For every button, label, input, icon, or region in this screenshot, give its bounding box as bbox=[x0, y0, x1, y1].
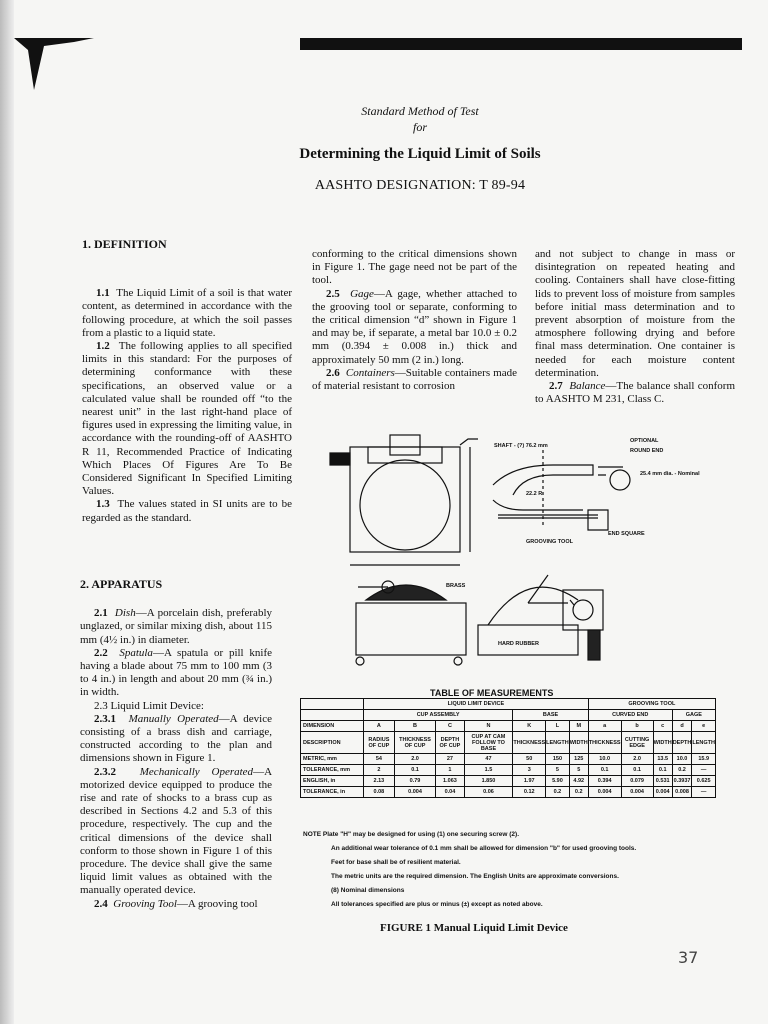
desc-cell: LENGTH bbox=[546, 732, 570, 754]
value-cell: 15.9 bbox=[692, 754, 716, 765]
page-left-edge-shadow bbox=[0, 0, 14, 1024]
desc-cell: THICKNESS OF CUP bbox=[394, 732, 435, 754]
sub-base: BASE bbox=[513, 710, 588, 721]
dim-cell: A bbox=[364, 721, 395, 732]
value-cell: 0.3937 bbox=[672, 776, 692, 787]
para-2-7: 2.7 Balance—The balance shall conform to AASHTO M 231, Class C. bbox=[535, 380, 735, 406]
value-cell: 0.2 bbox=[569, 787, 588, 798]
dimension-label: DIMENSION bbox=[301, 721, 364, 732]
value-cell: 125 bbox=[569, 754, 588, 765]
end-label: END SQUARE bbox=[608, 531, 645, 537]
para-2-3-2: 2.3.2 Mechanically Operated—A motorized device equipped to produce the rise and rate of shocks to a brass cup as described in Sections 4.2 and 5.3 of this procedure, respectively. The cup and the critical dimensions of the device shall conform to those shown in Figure 1 of this procedure. The device shall give the same liquid limit values as obtained with the manually operated device. bbox=[80, 765, 273, 897]
top-scan-bar bbox=[300, 38, 742, 50]
desc-cell: WIDTH bbox=[653, 732, 672, 754]
grooving-tool-label: GROOVING TOOL bbox=[526, 539, 573, 545]
desc-cell: DEPTH bbox=[672, 732, 692, 754]
value-cell: 13.5 bbox=[653, 754, 672, 765]
value-cell: 50 bbox=[513, 754, 546, 765]
group-grooving-tool: GROOVING TOOL bbox=[588, 699, 715, 710]
desc-cell: CUTTING EDGE bbox=[621, 732, 653, 754]
dim-cell: C bbox=[436, 721, 464, 732]
dim-22-label: 22.2 R bbox=[526, 491, 543, 497]
dim-cell: e bbox=[692, 721, 716, 732]
value-cell: 0.2 bbox=[672, 765, 692, 776]
sub-cup-assembly: CUP ASSEMBLY bbox=[364, 710, 513, 721]
para-1-3: 1.3 The values stated in SI units are to be regarded as the standard. bbox=[82, 498, 292, 524]
value-cell: 0.394 bbox=[588, 776, 621, 787]
table-row bbox=[301, 754, 716, 765]
value-cell: 10.0 bbox=[672, 754, 692, 765]
table-row bbox=[301, 787, 716, 798]
figure-notes bbox=[303, 828, 723, 912]
value-cell: 0.531 bbox=[653, 776, 672, 787]
para-1-2: 1.2 The following applies to all specified limits in this standard: For the purposes of determining conformance with these specifications, an observed value or a calculated value shall be rounded off “to the nearest unit” in the last right-hand place of figures used in expressing the limiting value, in accordance with the rounding-off of AASHTO R 11, Recommended Practice of Indicating Which Places Of Figures Are To Be Considered Significant In Specified Limiting Values. bbox=[82, 340, 292, 498]
row-label: ENGLISH, in bbox=[301, 776, 364, 787]
value-cell: 0.004 bbox=[588, 787, 621, 798]
value-cell: 0.04 bbox=[436, 787, 464, 798]
value-cell: 2.13 bbox=[364, 776, 395, 787]
section-heading-definition: 1. DEFINITION bbox=[82, 237, 167, 251]
para-2-6-cont: and not subject to change in mass or disintegration on repeated heating and cooling. Containers shall have close-fitting lids to prevent loss of moisture from samples before initial mass determination and to prevent absorption of moisture from the atmosphere following drying and before final mass determination. One container is needed for each moisture content determination. bbox=[535, 248, 735, 379]
table-title: TABLE OF MEASUREMENTS bbox=[430, 688, 554, 698]
sub-gage: GAGE bbox=[672, 710, 715, 721]
table-dimension-row bbox=[301, 721, 716, 732]
note-3: Feet for base shall be of resilient material. bbox=[331, 859, 461, 866]
column-3-text bbox=[535, 248, 735, 406]
page-number: 37 bbox=[678, 948, 699, 967]
para-2-1: 2.1 Dish—A porcelain dish, preferably unglazed, or similar mixing dish, about 115 mm (4½ in.) in diameter. bbox=[80, 607, 272, 646]
note-4: The metric units are the required dimension. The English Units are approximate conversions. bbox=[331, 873, 619, 880]
round-end-label: ROUND END bbox=[630, 448, 664, 454]
figure-caption: FIGURE 1 Manual Liquid Limit Device bbox=[380, 922, 568, 934]
table-group-row bbox=[301, 699, 716, 710]
dim-cell: b bbox=[621, 721, 653, 732]
note-1: NOTE Plate "H" may be designed for using (1) one securing screw (2). bbox=[303, 831, 520, 838]
row-label: TOLERANCE, in bbox=[301, 787, 364, 798]
value-cell: — bbox=[692, 765, 716, 776]
column-2-text bbox=[312, 248, 517, 393]
row-label: METRIC, mm bbox=[301, 754, 364, 765]
brass-cup-plan bbox=[360, 460, 450, 550]
section-definition bbox=[82, 238, 292, 525]
section-heading-apparatus: 2. APPARATUS bbox=[80, 577, 163, 591]
value-cell: 3 bbox=[513, 765, 546, 776]
measurements-table bbox=[300, 698, 716, 798]
sub-curved-end: CURVED END bbox=[588, 710, 672, 721]
brass-label: BRASS bbox=[446, 583, 466, 589]
value-cell: 5 bbox=[569, 765, 588, 776]
value-cell: 150 bbox=[546, 754, 570, 765]
value-cell: — bbox=[692, 787, 716, 798]
desc-cell: RADIUS OF CUP bbox=[364, 732, 395, 754]
value-cell: 1.850 bbox=[464, 776, 513, 787]
dim-cell: M bbox=[569, 721, 588, 732]
value-cell: 47 bbox=[464, 754, 513, 765]
desc-cell: WIDTH bbox=[569, 732, 588, 754]
value-cell: 27 bbox=[436, 754, 464, 765]
para-2-4: 2.4 Grooving Tool—A grooving tool bbox=[94, 897, 258, 910]
value-cell: 10.0 bbox=[588, 754, 621, 765]
value-cell: 0.004 bbox=[621, 787, 653, 798]
value-cell: 0.1 bbox=[621, 765, 653, 776]
table-subgroup-row bbox=[301, 710, 716, 721]
desc-cell: THICKNESS bbox=[588, 732, 621, 754]
value-cell: 2.0 bbox=[394, 754, 435, 765]
para-2-3: 2.3 Liquid Limit Device: bbox=[94, 699, 204, 712]
group-liquid-limit-device: LIQUID LIMIT DEVICE bbox=[364, 699, 589, 710]
note-2: An additional wear tolerance of 0.1 mm shall be allowed for dimension "b" for used grooving tools. bbox=[331, 845, 637, 852]
value-cell: 0.06 bbox=[464, 787, 513, 798]
para-1-1: 1.1 The Liquid Limit of a soil is that water content, as determined in accordance with the following procedure, at which the soil passes from a plastic to a liquid state. bbox=[82, 287, 292, 339]
dim-cell: K bbox=[513, 721, 546, 732]
table-row bbox=[301, 765, 716, 776]
para-2-5: 2.5 Gage—A gage, whether attached to the grooving tool or separate, conforming to the critical dimension “d” shown in Figure 1 and may be, if separate, a metal bar 10.0 ± 0.2 mm (0.394 ± 0.008 in.) thick and approximately 50 mm (2 in.) long. bbox=[312, 287, 517, 366]
table-description-row bbox=[301, 732, 716, 754]
value-cell: 0.79 bbox=[394, 776, 435, 787]
hard-rubber-label: HARD RUBBER bbox=[498, 641, 539, 647]
desc-cell: CUP AT CAM FOLLOW TO BASE bbox=[464, 732, 513, 754]
value-cell: 4.92 bbox=[569, 776, 588, 787]
value-cell: 0.1 bbox=[394, 765, 435, 776]
value-cell: 54 bbox=[364, 754, 395, 765]
para-2-6: 2.6 Containers—Suitable containers made of material resistant to corrosion bbox=[312, 366, 518, 393]
dim-cell: c bbox=[653, 721, 672, 732]
para-2-2: 2.2 Spatula—A spatula or pill knife having a blade about 75 mm to 100 mm (3 to 4 in.) in length and about 20 mm (¾ in.) in width. bbox=[80, 646, 272, 699]
value-cell: 1 bbox=[436, 765, 464, 776]
dim-25-label: 25.4 mm dia. - Nominal bbox=[640, 471, 700, 477]
value-cell: 0.004 bbox=[394, 787, 435, 798]
value-cell: 0.079 bbox=[621, 776, 653, 787]
value-cell: 2 bbox=[364, 765, 395, 776]
value-cell: 0.1 bbox=[588, 765, 621, 776]
optional-label: OPTIONAL bbox=[630, 438, 659, 444]
value-cell: 0.625 bbox=[692, 776, 716, 787]
value-cell: 0.004 bbox=[653, 787, 672, 798]
value-cell: 0.08 bbox=[364, 787, 395, 798]
desc-cell: DEPTH OF CUP bbox=[436, 732, 464, 754]
value-cell: 1.5 bbox=[464, 765, 513, 776]
dim-cell: N bbox=[464, 721, 513, 732]
cam-profile bbox=[488, 587, 578, 625]
value-cell: 0.1 bbox=[653, 765, 672, 776]
header-line2: for bbox=[412, 120, 427, 134]
binding-corner-mark bbox=[14, 30, 104, 90]
header-line1: Standard Method of Test bbox=[361, 104, 479, 118]
shaft-label: SHAFT - (?) 76.2 mm bbox=[494, 443, 548, 449]
value-cell: 5.90 bbox=[546, 776, 570, 787]
header-subtitle bbox=[260, 103, 580, 135]
description-label: DESCRIPTION bbox=[301, 732, 364, 754]
desc-cell: THICKNESS bbox=[513, 732, 546, 754]
page-title: Determining the Liquid Limit of Soils bbox=[299, 146, 541, 162]
row-label: TOLERANCE, mm bbox=[301, 765, 364, 776]
device-base-side bbox=[356, 603, 466, 655]
note-5: (8) Nominal dimensions bbox=[331, 887, 405, 894]
section-apparatus bbox=[80, 578, 272, 911]
value-cell: 0.008 bbox=[672, 787, 692, 798]
value-cell: 1.063 bbox=[436, 776, 464, 787]
para-2-4-cont: conforming to the critical dimensions shown in Figure 1. The gage need not be part of the tool. bbox=[312, 248, 517, 287]
dim-cell: d bbox=[672, 721, 692, 732]
value-cell: 5 bbox=[546, 765, 570, 776]
dim-cell: L bbox=[546, 721, 570, 732]
value-cell: 0.12 bbox=[513, 787, 546, 798]
dim-cell: a bbox=[588, 721, 621, 732]
value-cell: 0.2 bbox=[546, 787, 570, 798]
para-2-3-1: 2.3.1 Manually Operated—A device consisting of a brass dish and carriage, constructed according to the plan and dimensions shown in Figure 1. bbox=[80, 712, 272, 765]
value-cell: 2.0 bbox=[621, 754, 653, 765]
dim-cell: B bbox=[394, 721, 435, 732]
table-row bbox=[301, 776, 716, 787]
desc-cell: LENGTH bbox=[692, 732, 716, 754]
figure-1-drawing bbox=[298, 425, 728, 687]
value-cell: 1.97 bbox=[513, 776, 546, 787]
note-6: All tolerances specified are plus or minus (±) except as noted above. bbox=[331, 901, 543, 908]
designation: AASHTO DESIGNATION: T 89-94 bbox=[314, 178, 526, 193]
